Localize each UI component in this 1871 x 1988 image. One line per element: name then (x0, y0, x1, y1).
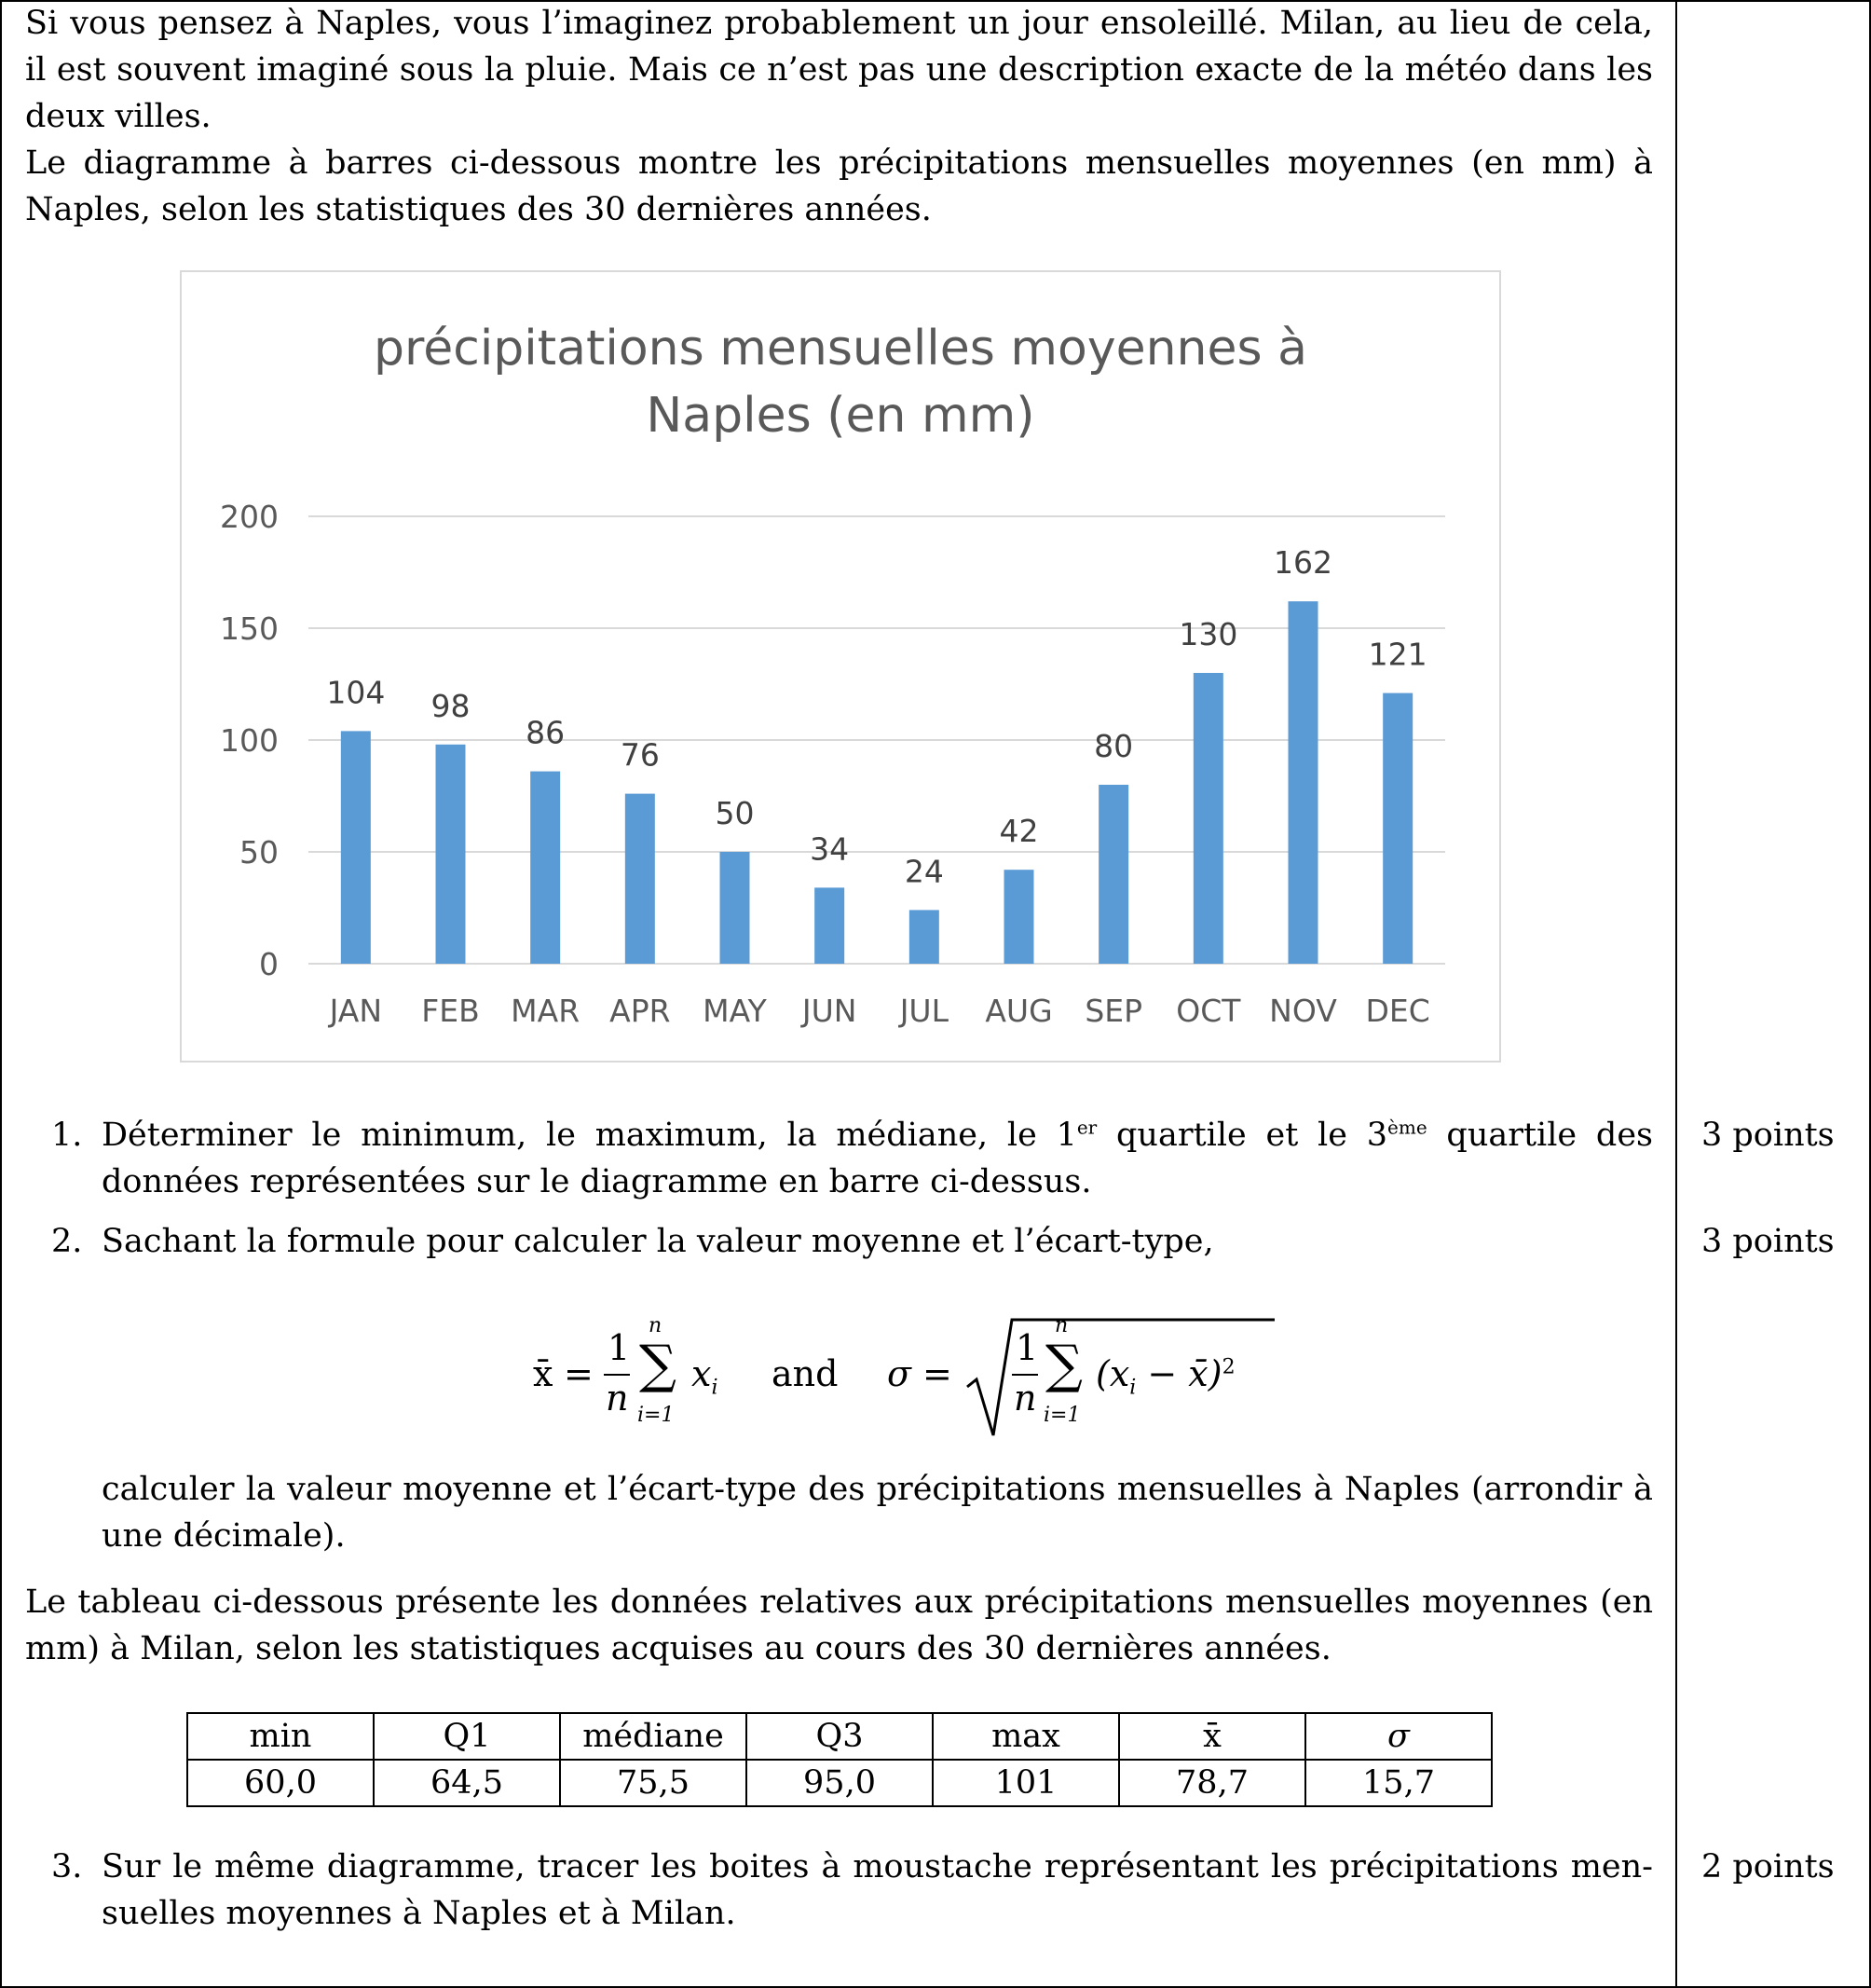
intro-paragraph-2: Le diagramme à barres ci-dessous montre les précipitations mensuelles moyennes (en mm) à Naples, selon les statistiques des 30 dernières années. (25, 144, 1653, 228)
sd-symbol: σ (887, 1353, 911, 1394)
points-column-divider (1675, 0, 1677, 1988)
x-tick-label: OCT (1176, 993, 1241, 1029)
question-3-text: Sur le même diagramme, tracer les boites à moustache représentant les précipitations men-suelles moyennes à Naples et à Milan. (102, 1848, 1653, 1932)
x-tick-label: MAR (511, 993, 580, 1029)
sd-fraction-denominator: n (1014, 1378, 1037, 1419)
sd-fraction-bar (1012, 1374, 1038, 1376)
milan-header-q3: Q3 (746, 1713, 933, 1760)
sd-sum-icon: ∑ (1045, 1335, 1083, 1395)
bar (720, 852, 750, 964)
x-tick-label: JAN (329, 993, 383, 1029)
data-label: 76 (620, 736, 660, 774)
and-word: and (772, 1353, 839, 1394)
mean-fraction-denominator: n (606, 1378, 629, 1419)
question-1-number: 1. (51, 1117, 83, 1154)
question-2-points: 3 points (1701, 1223, 1835, 1260)
milan-value-max: 101 (933, 1760, 1119, 1806)
milan-intro-paragraph: Le tableau ci-dessous présente les données relatives aux précipitations mensuelles moyennes (en mm) à Milan, selon les statistiques acquises au cours des 30 dernières années. (25, 1584, 1653, 1667)
chart-plot-area (182, 272, 1499, 1061)
data-label: 98 (430, 687, 471, 724)
question-3-points: 2 points (1701, 1848, 1835, 1885)
question-1-points: 3 points (1701, 1117, 1835, 1154)
question-2-text: Sachant la formule pour calculer la valeur moyenne et l’écart-type, (102, 1223, 1214, 1260)
bar (909, 910, 939, 964)
x-tick-label: JUL (899, 993, 949, 1029)
milan-value-q1: 64,5 (374, 1760, 560, 1806)
sd-exponent: 2 (1222, 1355, 1236, 1379)
x-tick-label: NOV (1269, 993, 1337, 1029)
bar (1004, 870, 1034, 964)
mean-fraction-numerator: 1 (608, 1327, 631, 1368)
sd-fraction-numerator: 1 (1016, 1327, 1039, 1368)
data-label: 121 (1368, 636, 1427, 673)
mean-sum-upper: n (649, 1314, 662, 1337)
x-tick-label: SEP (1085, 993, 1143, 1029)
data-label: 24 (904, 853, 944, 890)
mean-equals: = (564, 1353, 594, 1394)
x-tick-label: AUG (985, 993, 1053, 1029)
data-label: 42 (999, 813, 1039, 850)
sd-equals: = (922, 1353, 952, 1394)
bar (814, 887, 844, 964)
milan-stats-table (186, 1712, 1493, 1807)
bar (530, 772, 560, 964)
data-label: 162 (1274, 544, 1332, 582)
chart-title-line-1: précipitations mensuelles moyennes à (374, 321, 1307, 377)
y-tick-label: 150 (220, 610, 279, 647)
chart-title-line-2: Naples (en mm) (646, 388, 1035, 444)
x-tick-label: FEB (421, 993, 480, 1029)
mean-sum-icon: ∑ (639, 1335, 676, 1395)
x-tick-label: MAY (703, 993, 767, 1029)
milan-header-median: médiane (560, 1713, 746, 1760)
mean-term-subscript: i (711, 1376, 718, 1400)
x-tick-label: DEC (1365, 993, 1430, 1029)
mean-term: x (691, 1353, 712, 1394)
milan-value-mean: 78,7 (1119, 1760, 1305, 1806)
bar (625, 794, 655, 964)
milan-value-q3: 95,0 (746, 1760, 933, 1806)
sd-term: (x (1096, 1353, 1130, 1394)
question-1-text: Déterminer le minimum, le maximum, la médiane, le 1er quartile et le 3ème quartile des données représentées sur le diagramme en barre ci-dessus. (102, 1116, 1653, 1200)
data-label: 34 (810, 830, 850, 868)
milan-table-header-row (187, 1713, 1492, 1760)
milan-header-sd: σ (1305, 1713, 1492, 1760)
y-tick-label: 100 (220, 722, 279, 759)
bar (1194, 673, 1223, 964)
mean-sum-lower: i=1 (637, 1404, 675, 1427)
milan-header-min: min (187, 1713, 374, 1760)
bar-chart (180, 270, 1501, 1063)
bar (1383, 693, 1413, 964)
bar (341, 731, 371, 964)
milan-header-mean: x̄ (1119, 1713, 1305, 1760)
milan-table-value-row (187, 1760, 1492, 1806)
data-label: 104 (326, 674, 386, 711)
y-tick-label: 0 (259, 946, 279, 982)
bar (436, 745, 466, 964)
y-tick-label: 200 (220, 499, 279, 535)
mean-symbol: x̄ (533, 1353, 553, 1394)
data-label: 86 (526, 714, 566, 751)
mean-sd-formula (522, 1305, 1267, 1445)
data-label: 80 (1094, 728, 1134, 764)
data-label: 130 (1179, 616, 1238, 652)
sd-term-subscript: i (1129, 1376, 1137, 1400)
milan-header-max: max (933, 1713, 1119, 1760)
bar (1099, 785, 1128, 964)
data-label: 50 (715, 795, 755, 831)
sd-sum-upper: n (1055, 1314, 1069, 1337)
question-3-number: 3. (51, 1848, 83, 1885)
mean-fraction-bar (604, 1374, 630, 1376)
milan-value-min: 60,0 (187, 1760, 374, 1806)
question-2-followup: calculer la valeur moyenne et l’écart-type des précipitations mensuelles à Naples (arrondir à une décimale). (102, 1471, 1653, 1555)
bar (1289, 601, 1318, 964)
x-tick-label: JUN (801, 993, 857, 1029)
milan-value-sd: 15,7 (1305, 1760, 1492, 1806)
sd-sum-lower: i=1 (1044, 1404, 1081, 1427)
x-tick-label: APR (609, 993, 671, 1029)
milan-value-median: 75,5 (560, 1760, 746, 1806)
sd-term-rest: − x̄) (1136, 1353, 1222, 1394)
y-tick-label: 50 (239, 834, 279, 871)
intro-paragraph-1: Si vous pensez à Naples, vous l’imaginez probablement un jour ensoleillé. Milan, au lieu de cela, il est souvent imaginé sous la pluie. Mais ce n’est pas une description exacte de la météo dans les deux villes. (25, 5, 1653, 135)
milan-header-q1: Q1 (374, 1713, 560, 1760)
question-2-number: 2. (51, 1223, 83, 1260)
